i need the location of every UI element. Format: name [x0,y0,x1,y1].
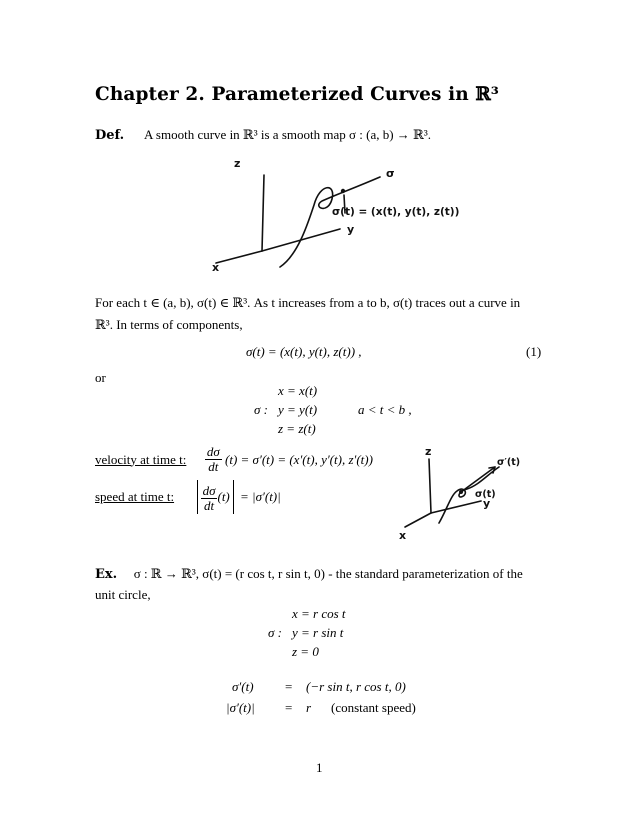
equation-1-number: (1) [526,344,542,359]
definition [95,127,431,143]
speed-fraction [201,484,218,513]
system2-lhs: σ : [268,625,282,640]
example-line-2: unit circle, [95,587,151,602]
paragraph-line-1: For each t ∈ (a, b), σ(t) ∈ ℝ³. As t increases from a to b, σ(t) traces out a curve in [95,295,521,310]
system-line-2: y = y(t) [278,402,318,417]
axis-x-label: x [212,261,220,274]
equation-1: σ(t) = (x(t), y(t), z(t)) , [246,344,362,359]
deriv-row2-note: (constant speed) [331,700,416,715]
velocity-row [95,445,373,474]
page-title: Chapter 2. Parameterized Curves in ℝ³ [95,84,499,105]
system2-line-1: x = r cos t [292,606,346,621]
axis-y-label: y [347,223,355,236]
velocity-frac-den: dt [208,459,219,474]
speed-expression: = |σ′(t)| [240,489,281,504]
velocity-fraction [205,445,222,474]
deriv-row1-rhs: (−r sin t, r cos t, 0) [306,679,406,694]
speed-abs-bars [197,480,234,514]
deriv-row2-lhs: |σ′(t)| [226,700,255,715]
speed-row [95,480,281,514]
example-line-1 [95,566,523,582]
speed-inner: (t) [217,489,230,504]
definition-label: Def. [95,128,125,143]
deriv-row2-eq: = [285,700,293,715]
deriv-row1-eq: = [285,679,293,694]
system-line-3: z = z(t) [278,421,316,436]
velocity-frac-num: dσ [206,444,220,459]
deriv-row1-lhs: σ′(t) [232,679,254,694]
system-lhs: σ : [254,402,268,417]
example-label: Ex. [95,567,118,582]
system2-line-3: z = 0 [292,644,319,659]
curve-figure-1 [180,155,460,280]
speed-label: speed at time t: [95,489,175,504]
curve-figure-2 [395,445,540,545]
definition-text: A smooth curve in ℝ³ is a smooth map σ : (a, b) → ℝ³. [144,127,431,142]
curve-label: σ [386,167,395,180]
fig2-axis-y-label: y [483,497,491,510]
system-range: a < t < b , [358,402,412,417]
speed-frac-den: dt [203,497,215,513]
fig2-axis-z-label: z [425,445,432,458]
speed-frac-num: dσ [202,482,216,498]
deriv-row2-rhs: r [306,700,312,715]
velocity-label: velocity at time t: [95,451,187,467]
fig2-point-label: σ(t) [475,489,496,500]
point-label: σ(t) = (x(t), y(t), z(t)) [332,206,460,218]
system2-line-2: y = r sin t [292,625,344,640]
example-text-1: σ : ℝ → ℝ³, σ(t) = (r cos t, r sin t, 0) - the standard parameterization of the [133,566,523,581]
axis-z-label: z [234,157,241,170]
velocity-expression: (t) = σ′(t) = (x′(t), y′(t), z′(t)) [225,451,373,467]
or-text: or [95,370,106,385]
fig2-tangent-label: σ′(t) [497,457,521,468]
system-line-1: x = x(t) [278,383,318,398]
fig2-axis-x-label: x [399,529,407,542]
paragraph-line-2: ℝ³. In terms of components, [95,317,243,332]
page-number: 1 [316,760,323,775]
